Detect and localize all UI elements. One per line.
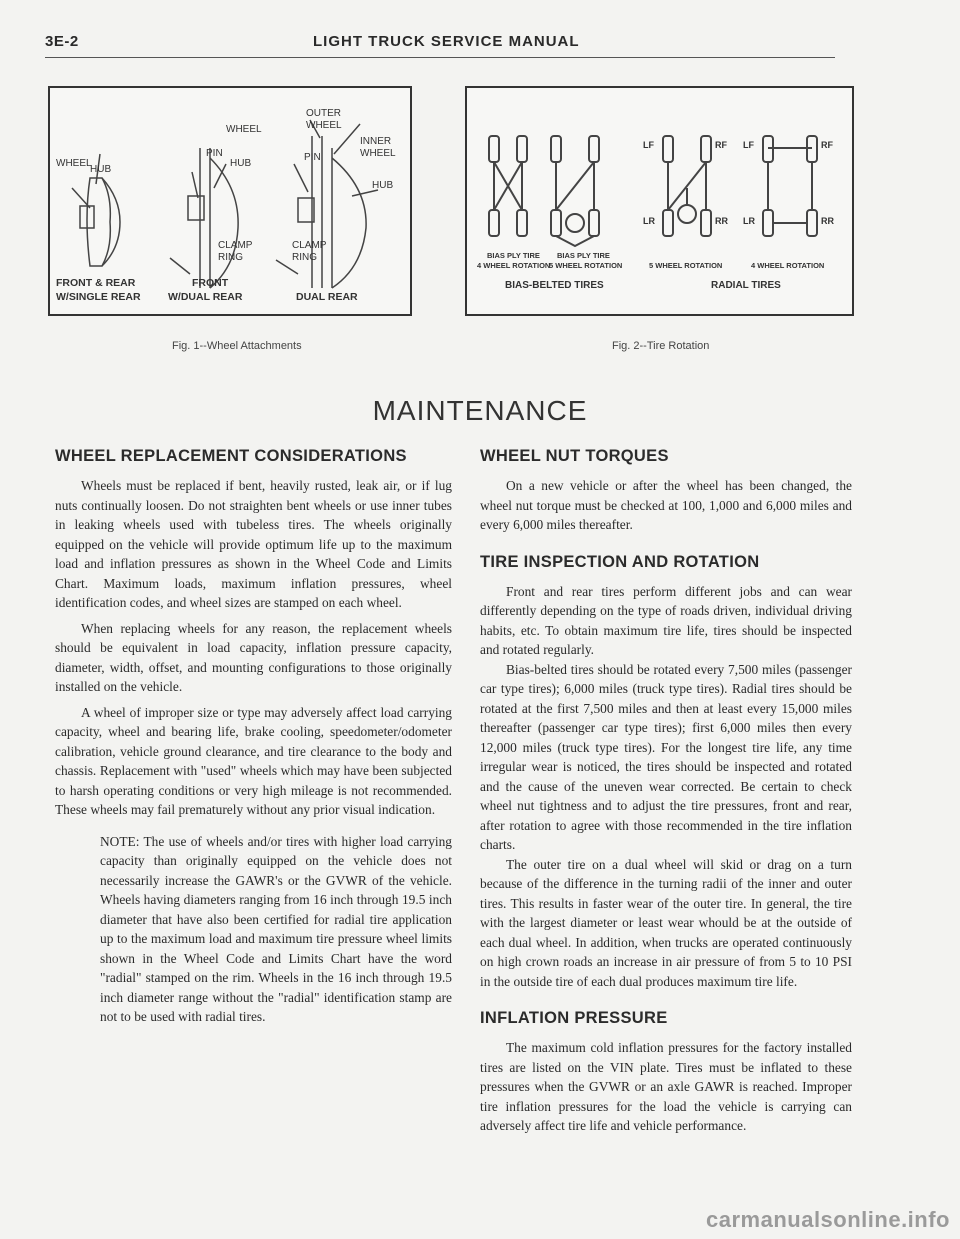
label-front: FRONT bbox=[192, 277, 229, 289]
label-5-wheel: 5 WHEEL ROTATION bbox=[649, 261, 723, 270]
label-wheel: WHEEL bbox=[360, 148, 396, 159]
label-rf: RF bbox=[821, 140, 833, 150]
label-outer: OUTER bbox=[306, 108, 341, 119]
note-text: NOTE: The use of wheels and/or tires with higher load carrying capacity than originally equipped on the vehicle does not necessarily increase the GAWR's or the GVWR of the vehicle. Wheels having diameters ranging from 16 inch through 19.5 inch diameter that have also been certified for radial tire application up to the maximum load and maximum tire pressure wheel limits shown in the Wheel Code and Limits Chart have the word "radial" stamped on the rim. Wheels in the 16 inch through 19.5 inch diameter range without the "radial" identification stamp are not to be used with radial tires. bbox=[100, 833, 452, 1024]
label-4-wheel: 4 WHEEL ROTATION bbox=[751, 261, 825, 270]
label-radial: RADIAL TIRES bbox=[711, 280, 781, 291]
label-dual-rear: DUAL REAR bbox=[296, 291, 358, 303]
label-5-wheel: 5 WHEEL ROTATION bbox=[549, 261, 623, 270]
manual-title: LIGHT TRUCK SERVICE MANUAL bbox=[313, 33, 580, 50]
label-lf: LF bbox=[643, 140, 654, 150]
label-rr: RR bbox=[821, 216, 834, 226]
figure-2-caption: Fig. 2--Tire Rotation bbox=[612, 340, 710, 352]
label-ring: RING bbox=[218, 252, 243, 263]
paragraph: Wheels must be replaced if bent, heavily rusted, leak air, or if lug nuts continually loosen. Do not straighten bent wheels or use inner tubes in leaking wheels used with tubeless tires. The wheels originally equipped on the vehicle will provide optimum life up to the maximum load and inflation pressures as shown in the Wheel Code and Limits Chart. Maximum loads, maximum inflation pressures, wheel identification codes, and wheel sizes are stamped on each wheel. bbox=[55, 478, 452, 610]
figure-1-caption: Fig. 1--Wheel Attachments bbox=[172, 340, 302, 352]
label-wheel: WHEEL bbox=[306, 120, 342, 131]
figure-wheel-attachments bbox=[48, 86, 412, 316]
section-title: MAINTENANCE bbox=[372, 395, 588, 426]
left-column bbox=[55, 447, 452, 1027]
label-dual-rear: W/DUAL REAR bbox=[168, 291, 243, 303]
paragraph: Bias-belted tires should be rotated every 7,500 miles (passenger car type tires); 6,000 miles (truck type tires). Radial tires should be rotated at the first 7,500 miles and then at least every 15,000 miles thereafter (passenger car type tires); first 6,000 miles then every 12,000 miles (truck type tires). For the longest tire life, any time irregular wear is noticed, the tires should be inspected and rotated and the cause of the uneven wear corrected. Be certain to check wheel nut tightness and to adjust the tire pressures, front and rear, after rotation to agree with those recommended in the tire inflation charts. bbox=[480, 661, 852, 852]
figure-tire-rotation bbox=[465, 86, 854, 316]
label-bias-ply: BIAS PLY TIRE bbox=[557, 251, 610, 260]
label-clamp: CLAMP bbox=[292, 240, 327, 251]
label-wheel: WHEEL bbox=[226, 124, 262, 135]
label-bias-ply: BIAS PLY TIRE bbox=[487, 251, 540, 260]
note-block bbox=[100, 832, 452, 1027]
label-hub: HUB bbox=[372, 180, 394, 191]
label-pin: PIN bbox=[304, 152, 321, 163]
label-wheel: WHEEL bbox=[56, 158, 92, 169]
heading-wheel-nut-torques: WHEEL NUT TORQUES bbox=[480, 447, 669, 465]
paragraph: On a new vehicle or after the wheel has been changed, the wheel nut torque must be checked at 100, 1,000 and 6,000 miles and every 6,000 miles thereafter. bbox=[480, 478, 852, 532]
label-hub: HUB bbox=[230, 158, 252, 169]
label-lr: LR bbox=[643, 216, 655, 226]
label-inner: INNER bbox=[360, 136, 392, 147]
label-hub: HUB bbox=[90, 164, 112, 175]
label-rr: RR bbox=[715, 216, 728, 226]
hub-dual-front bbox=[188, 196, 204, 220]
paragraph: The outer tire on a dual wheel will skid or drag on a turn because of the difference in the turning radii of the inner and outer tires. This results in faster wear of the outer tire. In general, the tire with the largest diameter or least wear whould be at the outside of each dual wheel. In addition, when trucks are operated continuously on high crown roads an increase in air pressure of from 5 to 10 PSI in the outside tire of each dual produces maximum tire life. bbox=[480, 856, 852, 989]
paragraph: A wheel of improper size or type may adversely affect load carrying capacity, wheel and bearing life, brake cooling, speedometer/odometer calibration, vehicle ground clearance, and tire clearance to the body and chassis. Replacement with "used" wheels which may have been subjected to harsh operating conditions or very high mileage is not recommended. These wheels may fail prematurely without any prior visual indication. bbox=[55, 704, 452, 817]
paragraph: Front and rear tires perform different jobs and can wear differently depending on the type of roads driven, individual driving habits, etc. To obtain maximum tire life, tires should be inspected and rotated regularly. bbox=[480, 583, 852, 657]
right-column bbox=[480, 447, 852, 1136]
label-rf: RF bbox=[715, 140, 727, 150]
heading-inflation-pressure: INFLATION PRESSURE bbox=[480, 1009, 668, 1027]
heading-tire-inspection: TIRE INSPECTION AND ROTATION bbox=[480, 552, 760, 571]
page-header bbox=[45, 33, 835, 58]
label-lr: LR bbox=[743, 216, 755, 226]
label-ring: RING bbox=[292, 252, 317, 263]
page-number: 3E-2 bbox=[45, 33, 79, 50]
watermark: carmanualsonline.info bbox=[706, 1207, 950, 1232]
label-lf: LF bbox=[743, 140, 754, 150]
wheel-single-outline bbox=[87, 178, 110, 266]
paragraph: The maximum cold inflation pressures for the factory installed tires are listed on the VIN plate. Tires must be inflated to these pressures when the GVWR or an axle GAWR is reached. Improper tire inflation pressures for the load the vehicle is carrying can adversely affect tire life and vehicle performance. bbox=[480, 1040, 852, 1133]
paragraph: When replacing wheels for any reason, the replacement wheels should be equivalent in load capacity, inflation pressure capacity, diameter, width, offset, and mounting configurations to those originally installed on the vehicle. bbox=[55, 620, 452, 694]
label-single-rear: W/SINGLE REAR bbox=[56, 291, 141, 303]
heading-wheel-replacement: WHEEL REPLACEMENT CONSIDERATIONS bbox=[55, 447, 407, 465]
label-pin: PIN bbox=[206, 148, 223, 159]
label-front-rear: FRONT & REAR bbox=[56, 277, 136, 289]
label-4-wheel: 4 WHEEL ROTATION bbox=[477, 261, 551, 270]
label-clamp: CLAMP bbox=[218, 240, 253, 251]
label-bias-belted: BIAS-BELTED TIRES bbox=[505, 280, 604, 291]
